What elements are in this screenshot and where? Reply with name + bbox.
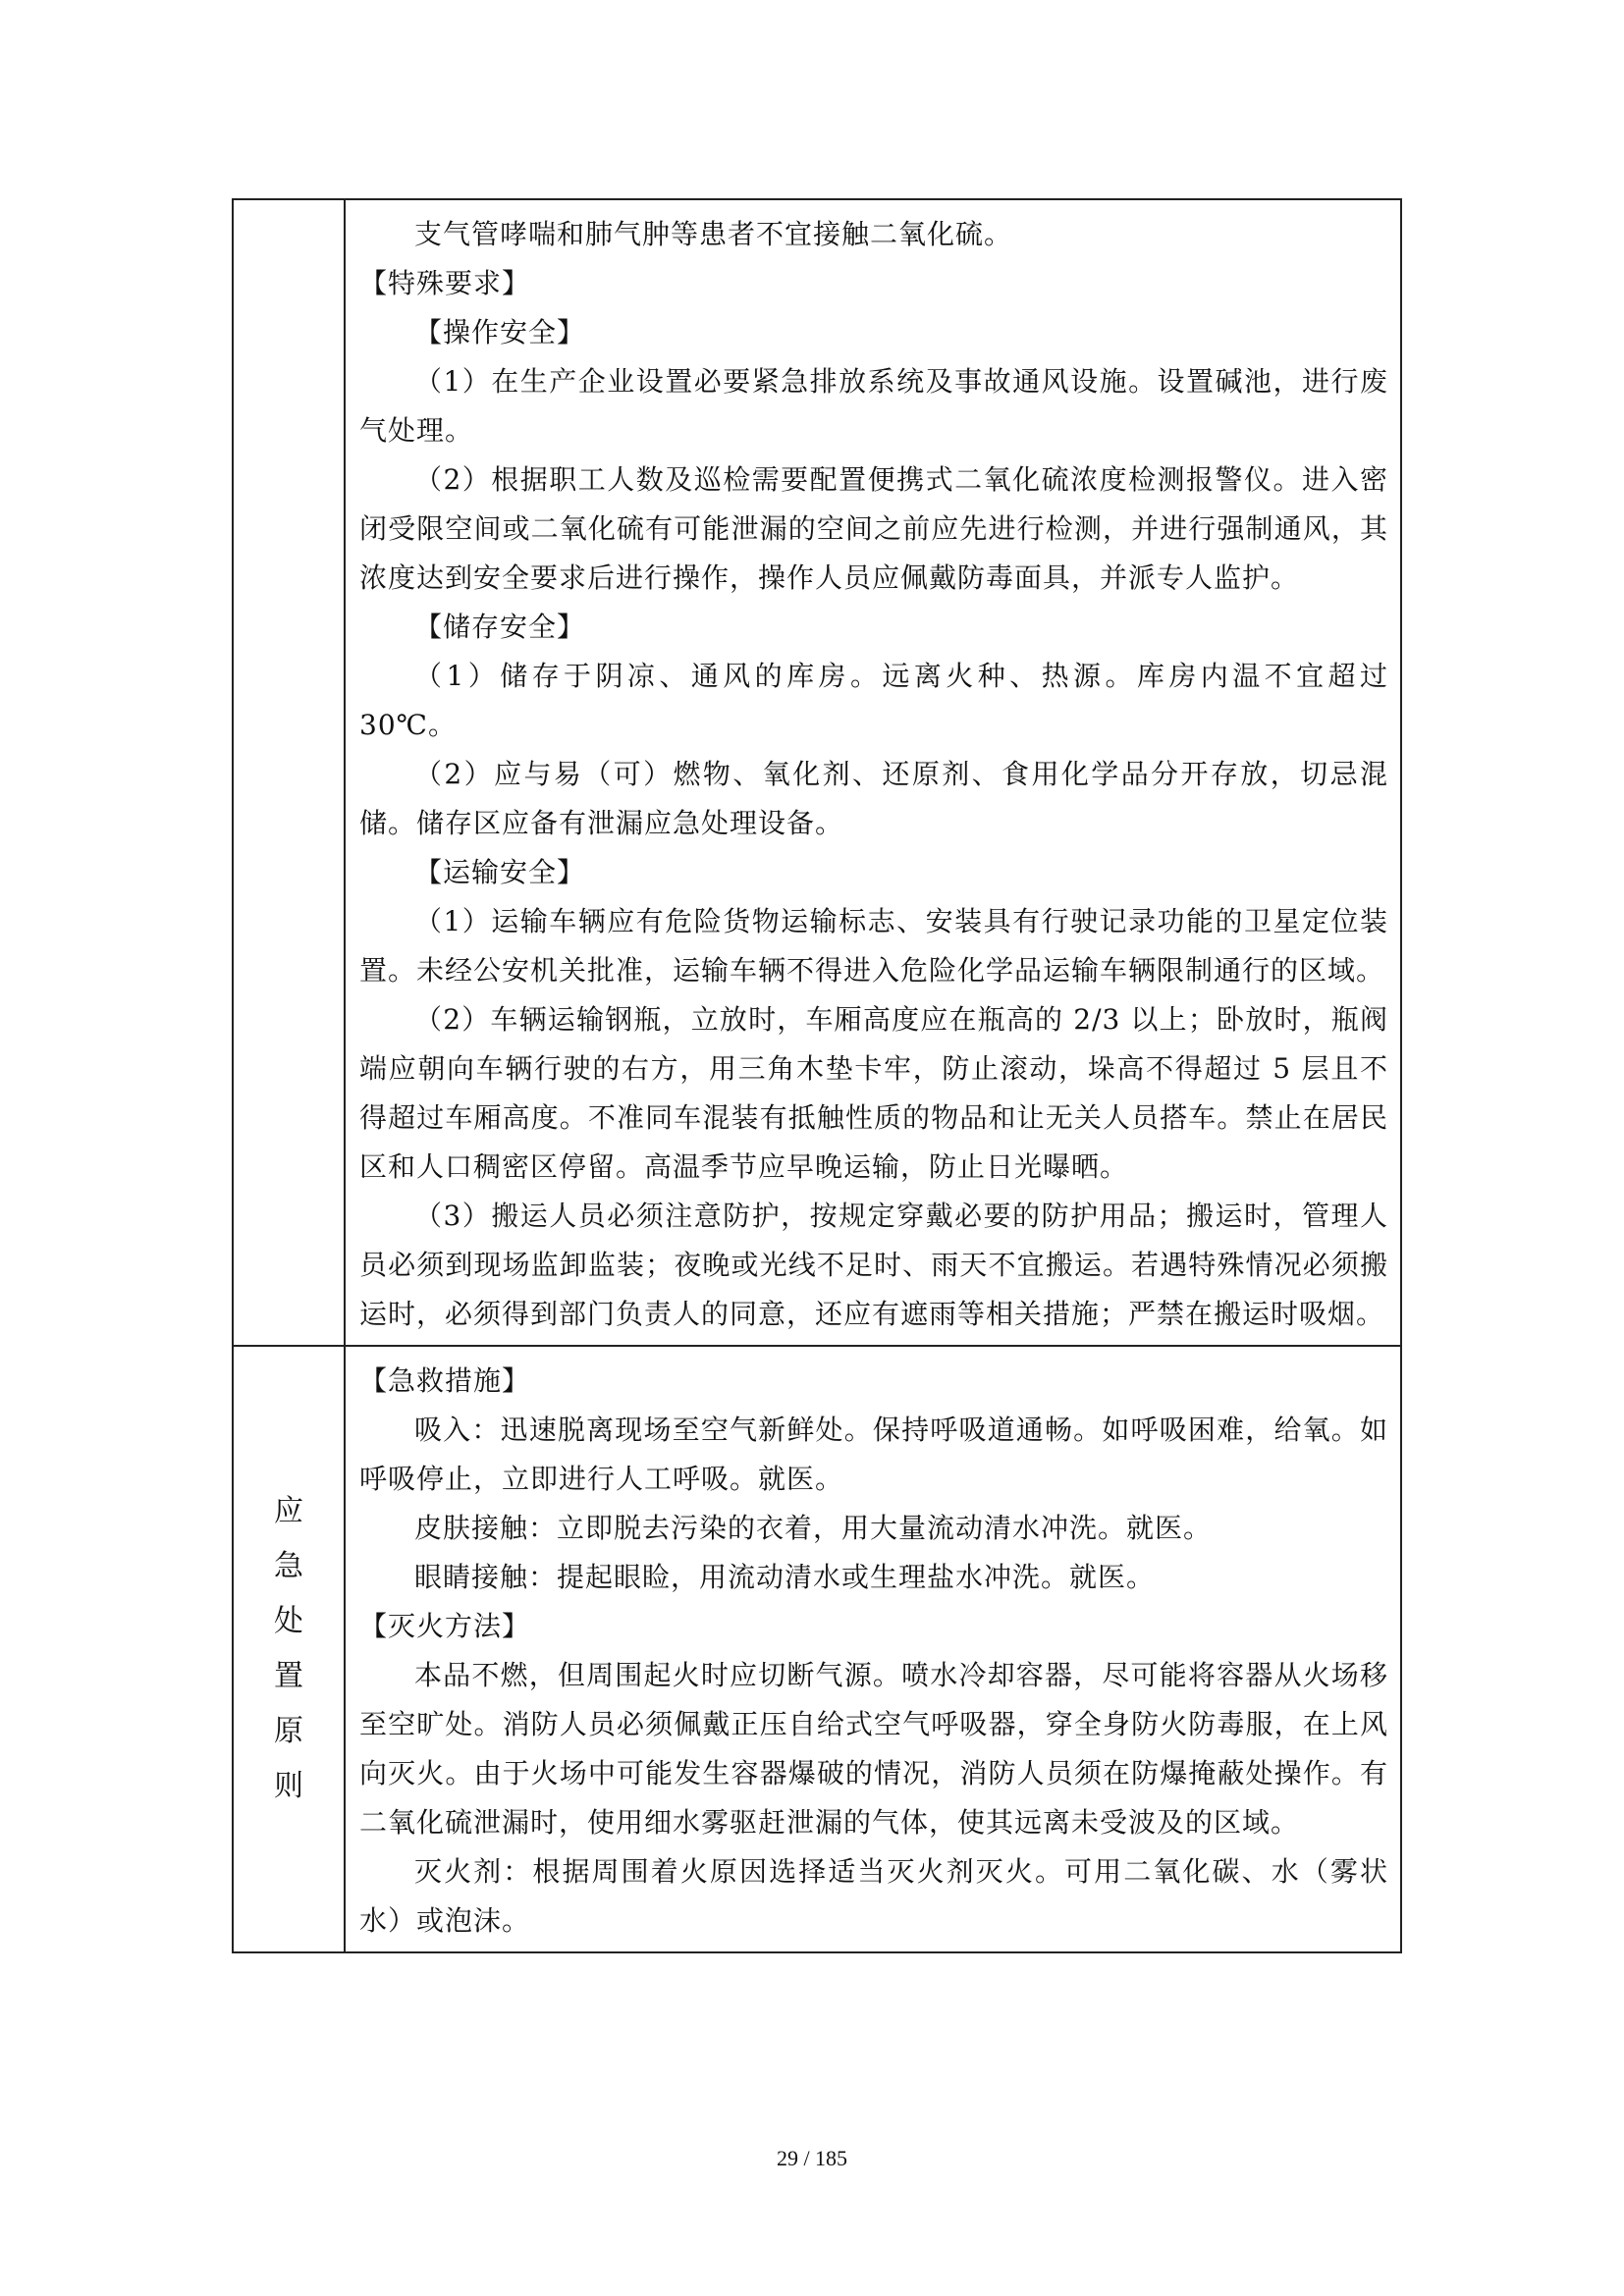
section-heading-fire-fighting: 【灭火方法】 xyxy=(359,1610,531,1642)
table-row-emergency-principles xyxy=(233,1346,1401,1952)
row-label-cell-emergency xyxy=(233,1346,345,1952)
paragraph-skin-contact: 皮肤接触：立即脱去污染的衣着，用大量流动清水冲洗。就医。 xyxy=(414,1512,1213,1544)
section-heading-special-requirements: 【特殊要求】 xyxy=(359,267,531,299)
label-char: 应 xyxy=(274,1494,303,1528)
subheading-operation-safety: 【操作安全】 xyxy=(414,316,586,348)
paragraph-storage-1: （1）储存于阴凉、通风的库房。远离火种、热源。库房内温不宜超过 30℃。 xyxy=(359,660,1388,741)
label-char: 处 xyxy=(274,1604,303,1638)
paragraph-intro: 支气管哮喘和肺气肿等患者不宜接触二氧化硫。 xyxy=(414,218,1013,250)
paragraph-transport-1: （1）运输车辆应有危险货物运输标志、安装具有行驶记录功能的卫星定位装置。未经公安机关批准，运输车辆不得进入危险化学品运输车辆限制通行的区域。 xyxy=(359,905,1388,987)
paragraph-fire-method: 本品不燃，但周围起火时应切断气源。喷水冷却容器，尽可能将容器从火场移至空旷处。消防人员必须佩戴正压自给式空气呼吸器，穿全身防火防毒服，在上风向灭火。由于火场中可能发生容器爆破的情况，消防人员须在防爆掩蔽处操作。有二氧化硫泄漏时，使用细水雾驱赶泄漏的气体，使其远离未受波及的区域。 xyxy=(359,1659,1388,1839)
paragraph-storage-2: （2）应与易（可）燃物、氧化剂、还原剂、食用化学品分开存放，切忌混储。储存区应备有泄漏应急处理设备。 xyxy=(359,758,1388,839)
subheading-storage-safety: 【储存安全】 xyxy=(414,611,586,643)
safety-info-table xyxy=(232,198,1402,1953)
paragraph-operation-2: （2）根据职工人数及巡检需要配置便携式二氧化硫浓度检测报警仪。进入密闭受限空间或二氧化硫有可能泄漏的空间之前应先进行检测，并进行强制通风，其浓度达到安全要求后进行操作，操作人员应佩戴防毒面具，并派专人监护。 xyxy=(359,463,1388,594)
row-content-cell xyxy=(345,1346,1401,1952)
paragraph-inhalation: 吸入：迅速脱离现场至空气新鲜处。保持呼吸道通畅。如呼吸困难，给氧。如呼吸停止，立即进行人工呼吸。就医。 xyxy=(359,1414,1388,1495)
label-char: 则 xyxy=(274,1769,303,1803)
paragraph-eye-contact: 眼睛接触：提起眼睑，用流动清水或生理盐水冲洗。就医。 xyxy=(414,1561,1156,1593)
label-char: 原 xyxy=(274,1714,303,1748)
paragraph-transport-3: （3）搬运人员必须注意防护，按规定穿戴必要的防护用品；搬运时，管理人员必须到现场监卸监装；夜晚或光线不足时、雨天不宜搬运。若遇特殊情况必须搬运时，必须得到部门负责人的同意，还应有遮雨等相关措施；严禁在搬运时吸烟。 xyxy=(359,1200,1388,1330)
vertical-label xyxy=(234,1490,344,1808)
paragraph-extinguishing-agent: 灭火剂：根据周围着火原因选择适当灭火剂灭火。可用二氧化碳、水（雾状水）或泡沫。 xyxy=(359,1855,1388,1937)
table-row-special-requirements xyxy=(233,199,1401,1346)
paragraph-transport-2: （2）车辆运输钢瓶，立放时，车厢高度应在瓶高的 2/3 以上；卧放时，瓶阀端应朝向车辆行驶的右方，用三角木垫卡牢，防止滚动，垛高不得超过 5 层且不得超过车厢高度。不准同车混装有抵触性质的物品和让无关人员搭车。禁止在居民区和人口稠密区停留。高温季节应早晚运输，防止日光曝晒。 xyxy=(359,1003,1388,1183)
label-char: 急 xyxy=(274,1549,303,1583)
page-number: 29 / 185 xyxy=(776,2146,848,2170)
row-content-cell xyxy=(345,199,1401,1346)
subheading-transport-safety: 【运输安全】 xyxy=(414,856,586,888)
row-label-cell-empty xyxy=(233,199,345,1346)
label-char: 置 xyxy=(274,1659,303,1693)
paragraph-operation-1: （1）在生产企业设置必要紧急排放系统及事故通风设施。设置碱池，进行废气处理。 xyxy=(359,365,1388,447)
section-heading-first-aid: 【急救措施】 xyxy=(359,1364,531,1397)
